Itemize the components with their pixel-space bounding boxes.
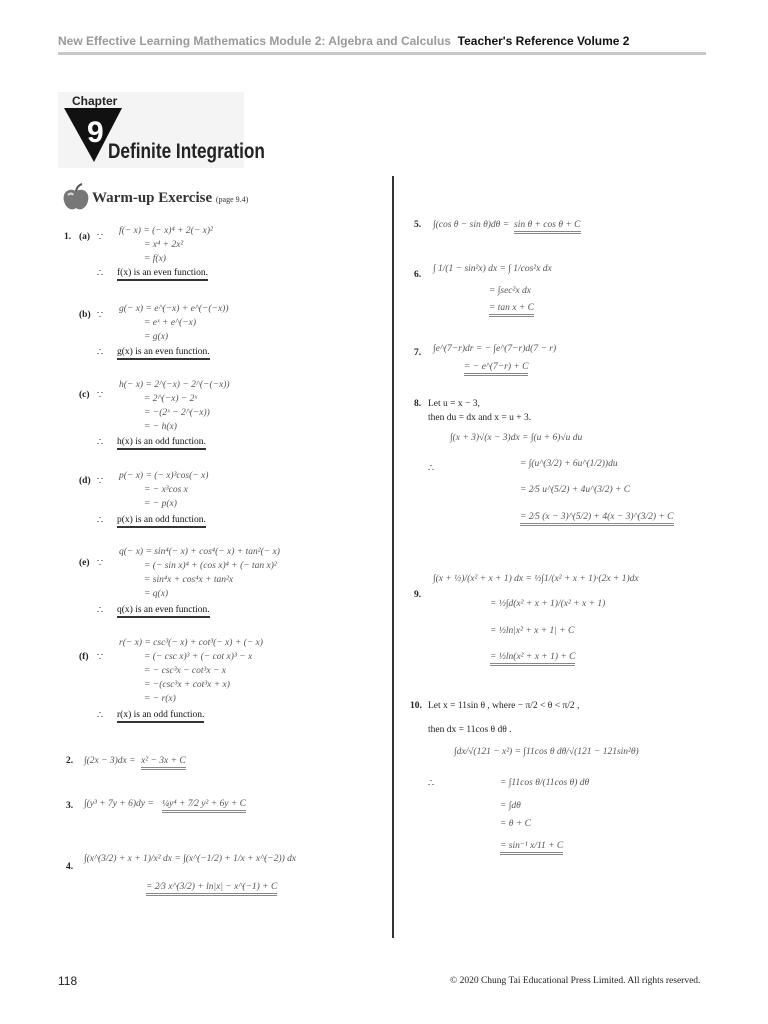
- column-divider: [392, 176, 394, 938]
- q1b-conclusion: g(x) is an even function.: [117, 347, 210, 360]
- q8-line: = 2⁄5 u^(5/2) + 4u^(3/2) + C: [520, 485, 631, 495]
- q6-line: = ∫sec²x dx: [489, 286, 531, 296]
- q1b-line: = eˣ + e^(−x): [144, 318, 197, 328]
- because-symbol: ∵: [97, 559, 104, 569]
- q1a-label: (a): [79, 232, 91, 242]
- q10-answer: = sin⁻¹ x/11 + C: [500, 840, 563, 855]
- therefore-symbol: ∴: [97, 606, 104, 616]
- header-prefix: New Effective Learning Mathematics Module 2: Algebra and Calculus: [58, 34, 451, 48]
- copyright: © 2020 Chung Tai Educational Press Limited. All rights reserved.: [450, 976, 701, 986]
- therefore-symbol: ∴: [428, 779, 435, 789]
- q7-number: 7.: [414, 348, 422, 358]
- running-header: [58, 34, 629, 48]
- q8-answer: = 2⁄5 (x − 3)^(5/2) + 4(x − 3)^(3/2) + C: [520, 512, 674, 526]
- q1d-label: (d): [79, 476, 91, 486]
- q1c-line: h(− x) = 2^(−x) − 2^(−(−x)): [119, 380, 230, 390]
- q1b-line: g(− x) = e^(−x) + e^(−(−x)): [119, 304, 229, 314]
- q1b-line: = g(x): [144, 332, 169, 342]
- q4-answer: = 2⁄3 x^(3/2) + ln|x| − x^(−1) + C: [146, 882, 277, 896]
- q1f-line: = (− csc x)³ + (− cot x)³ − x: [144, 652, 253, 662]
- q1b-label: (b): [79, 310, 91, 320]
- q1a-line: f(− x) = (− x)⁴ + 2(− x)²: [119, 226, 213, 236]
- q1a-line: = x⁴ + 2x²: [144, 240, 184, 250]
- q4-expression: ∫(x^(3/2) + x + 1)/x² dx = ∫(x^(−1/2) + 1/x + x^(−2)) dx: [84, 854, 297, 864]
- q10-line: = θ + C: [500, 819, 531, 829]
- q1d-line: = − p(x): [144, 499, 177, 509]
- therefore-symbol: ∴: [97, 348, 104, 358]
- q8-number: 8.: [414, 399, 422, 409]
- because-symbol: ∵: [97, 391, 104, 401]
- section-heading: [92, 190, 248, 207]
- q9-answer: = ½ln(x² + x + 1) + C: [490, 652, 575, 666]
- q1e-conclusion: q(x) is an even function.: [117, 605, 210, 618]
- chapter-number: 9: [87, 116, 104, 149]
- because-symbol: ∵: [97, 653, 104, 663]
- apple-icon: [62, 183, 90, 213]
- q1e-line: = q(x): [144, 589, 169, 599]
- q7-answer: = − e^(7−r) + C: [464, 362, 528, 376]
- q1c-line: = −(2ˣ − 2^(−x)): [144, 408, 210, 418]
- q1f-line: = − r(x): [144, 694, 176, 704]
- q6-answer: = tan x + C: [489, 303, 534, 317]
- chapter-label: Chapter: [72, 94, 118, 108]
- q1e-label: (e): [79, 558, 90, 568]
- header-rule: [58, 52, 706, 55]
- q5-number: 5.: [414, 220, 422, 230]
- q4-number: 4.: [66, 862, 74, 872]
- q10-line: = ∫dθ: [500, 801, 521, 811]
- q1e-line: = sin⁴x + cos⁴x + tan²x: [144, 575, 234, 585]
- because-symbol: ∵: [97, 477, 104, 487]
- q6-line: ∫ 1/(1 − sin²x) dx = ∫ 1/cos²x dx: [433, 264, 552, 274]
- q1c-conclusion: h(x) is an odd function.: [117, 437, 206, 450]
- q1-number: 1.: [64, 232, 72, 242]
- q10-number: 10.: [410, 701, 422, 711]
- because-symbol: ∵: [97, 233, 104, 243]
- q10-intro: Let x = 11sin θ , where − π/2 < θ < π/2 ,: [428, 701, 580, 711]
- q9-number: 9.: [414, 590, 422, 600]
- q7-line: ∫e^(7−r)dr = − ∫e^(7−r)d(7 − r): [433, 344, 557, 354]
- because-symbol: ∵: [97, 311, 104, 321]
- q1f-label: (f): [79, 652, 89, 662]
- q9-line: = ½ln|x² + x + 1| + C: [490, 626, 575, 636]
- therefore-symbol: ∴: [97, 516, 104, 526]
- therefore-symbol: ∴: [97, 711, 104, 721]
- q2-expression: ∫(2x − 3)dx =: [84, 756, 136, 766]
- chapter-title: Definite Integration: [108, 140, 265, 163]
- q1c-line: = 2^(−x) − 2ˣ: [144, 394, 198, 404]
- page-number: 118: [58, 974, 78, 988]
- therefore-symbol: ∴: [97, 438, 104, 448]
- q1f-conclusion: r(x) is an odd function.: [117, 710, 204, 723]
- q8-line: = ∫(u^(3/2) + 6u^(1/2))du: [520, 459, 618, 469]
- q5-answer: sin θ + cos θ + C: [514, 220, 581, 234]
- q9-line: = ½∫d(x² + x + 1)/(x² + x + 1): [490, 599, 606, 609]
- q8-line: ∫(x + 3)√(x − 3)dx = ∫(u + 6)√u du: [450, 433, 583, 443]
- q1d-line: = − x³cos x: [144, 485, 188, 495]
- q1c-line: = − h(x): [144, 422, 177, 432]
- q10-line: = ∫11cos θ/(11cos θ) dθ: [500, 778, 590, 788]
- q1f-line: r(− x) = csc³(− x) + cot³(− x) + (− x): [119, 638, 263, 648]
- q1d-conclusion: p(x) is an odd function.: [117, 515, 206, 528]
- q10-intro: then dx = 11cos θ dθ .: [428, 725, 512, 735]
- q1f-line: = −(csc³x + cot³x + x): [144, 680, 230, 690]
- q6-number: 6.: [414, 270, 422, 280]
- q1e-line: = (− sin x)⁴ + (cos x)⁴ + (− tan x)²: [144, 561, 277, 571]
- q1a-conclusion: f(x) is an even function.: [117, 268, 208, 281]
- q2-answer: x² − 3x + C: [141, 756, 186, 770]
- q3-answer: ¼y⁴ + 7⁄2 y² + 6y + C: [162, 799, 246, 813]
- q3-expression: ∫(y³ + 7y + 6)dy =: [84, 799, 154, 809]
- q1f-line: = − csc³x − cot³x − x: [144, 666, 226, 676]
- q1e-line: q(− x) = sin⁴(− x) + cos⁴(− x) + tan²(− x): [119, 547, 280, 557]
- q3-number: 3.: [66, 801, 74, 811]
- q2-number: 2.: [66, 756, 74, 766]
- header-suffix: Teacher's Reference Volume 2: [457, 34, 630, 48]
- q1c-label: (c): [79, 390, 90, 400]
- q1d-line: p(− x) = (− x)³cos(− x): [119, 471, 209, 481]
- section-page-ref: (page 9.4): [215, 195, 249, 204]
- q10-line: ∫dx/√(121 − x²) = ∫11cos θ dθ/√(121 − 121sin²θ): [454, 747, 639, 757]
- section-title: Warm-up Exercise: [92, 190, 213, 206]
- q9-line: ∫(x + ½)/(x² + x + 1) dx = ½∫1/(x² + x + 1)·(2x + 1)dx: [433, 574, 639, 584]
- q1a-line: = f(x): [144, 254, 166, 264]
- therefore-symbol: ∴: [428, 464, 435, 474]
- q8-intro: Let u = x − 3,: [428, 399, 480, 409]
- q8-intro: then du = dx and x = u + 3.: [428, 413, 532, 423]
- q5-expression: ∫(cos θ − sin θ)dθ =: [433, 220, 510, 230]
- therefore-symbol: ∴: [97, 269, 104, 279]
